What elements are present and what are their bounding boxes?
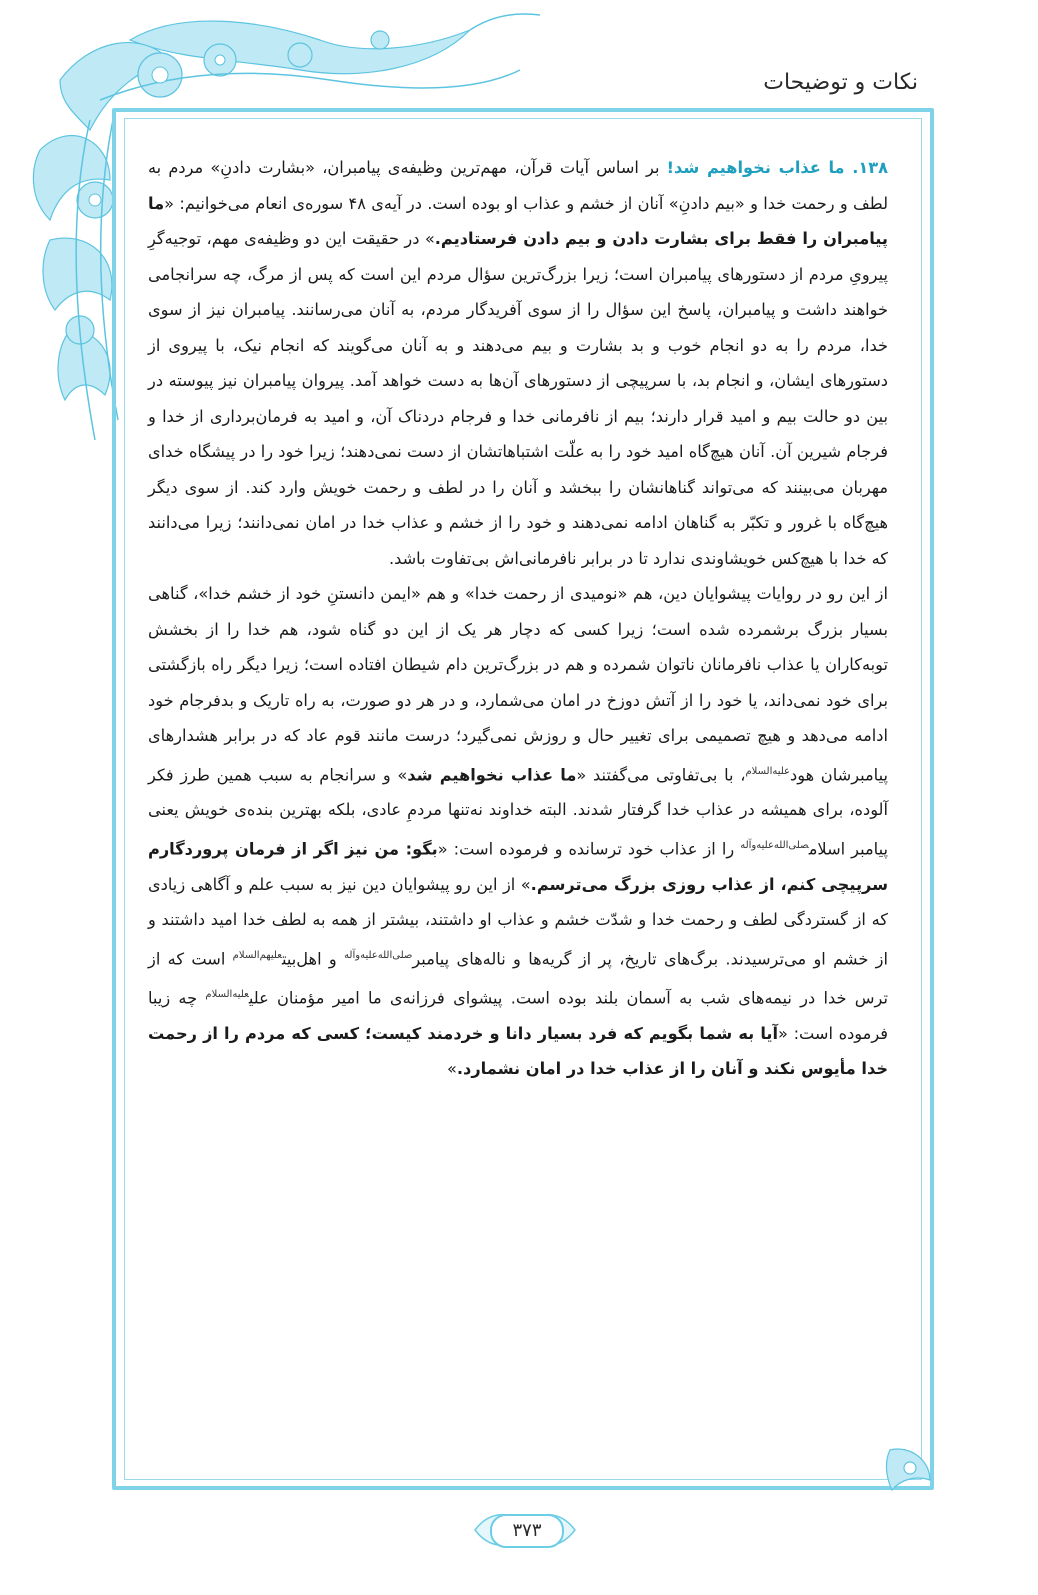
page-header-title: نکات و توضیحات — [763, 70, 918, 95]
quran-quote: ما پیامبران را فقط برای بشارت دادن و بیم دادن فرستادیم. — [148, 193, 888, 248]
honorific: علیهم‌السلام — [232, 949, 282, 961]
honorific: صلی‌الله‌علیه‌وآله — [740, 839, 809, 851]
quran-quote: بگو: من نیز اگر از فرمان پروردگارم سرپیچی کنم، از عذاب روزی بزرگ می‌ترسم. — [148, 839, 889, 894]
page-number-badge — [470, 1500, 580, 1560]
honorific: علیه‌السلام — [205, 988, 249, 1000]
honorific: علیه‌السلام — [745, 765, 791, 777]
section-body — [148, 150, 888, 1087]
quote: ما عذاب نخواهیم شد — [407, 764, 577, 784]
section-title: ۱۳۸. ما عذاب نخواهیم شد! — [666, 158, 888, 177]
paragraph-1: ۱۳۸. ما عذاب نخواهیم شد! بر اساس آیات قرآن، مهم‌ترین وظیفه‌ی پیامبران، «بشارت دادنِ» مردم به لطف و رحمت خدا و «بیم دادنِ» آنان از خشم و عذاب او بوده است. در آیه‌ی ۴۸ سوره‌ی انعام می‌خوانیم: «ما پیامبران را فقط برای بشارت دادن و بیم دادن فرستادیم.» در حقیقت این دو وظیفه‌ی مهم، توجیه‌گرِ پیرویِ مردم از دستورهای پیامبران است؛ زیرا بزرگ‌ترین سؤال مردم این است که پس از مرگ، چه سرانجامی خواهند داشت و پیامبران، پاسخ این سؤال را از سوی آفریدگار مردم، به آنان می‌رسانند. پیامبران نیز از سوی خدا، مردم را به دو انجام خوب و بد بشارت و بیم می‌دهند و به آنان می‌گویند که انجام نیک، با پیروی از دستورهای ایشان، و انجام بد، با سرپیچی از دستورهای آن‌ها به دست خواهد آمد. پیروان پیامبران نیز پیوسته در بین دو حالت بیم و امید قرار دارند؛ بیم از نافرمانی خدا و فرجام دردناک آن، و امید به فرمان‌برداری از خدا و فرجام شیرین آن. آنان هیچ‌گاه امید خود را به علّت اشتباهاتشان از دست نمی‌دهند؛ زیرا خود را در پیشگاه خدای مهربان می‌بینند که می‌تواند گناهانشان را ببخشد و آنان را در لطف و رحمت خویش وارد کند. از سوی دیگر هیچ‌گاه با غرور و تکبّر به گناهان ادامه نمی‌دهند و خود را از خشم و عذاب خدا در امان نمی‌دانند؛ زیرا می‌دانند که خدا با هیچ‌کس خویشاوندی ندارد تا در برابر نافرمانی‌اش بی‌تفاوت باشد. — [148, 158, 889, 568]
paragraph-2: از این رو در روایات پیشوایان دین، هم «نومیدی از رحمت خدا» و هم «ایمن دانستنِ خود از خشم خدا»، گناهی بسیار بزرگ برشمرده شده است؛ زیرا کسی که دچار هر یک از این دو گناه شود، هم خدا را از بخشش توبه‌کاران یا عذاب نافرمانان ناتوان شمرده و هم در بزرگ‌ترین دام شیطان افتاده است؛ زیرا دیگر راه بازگشتی برای خود نمی‌داند، یا خود را از آتش دوزخ در امان می‌شمارد، و در هر دو صورت، به راه تاریک و بدفرجام خود ادامه می‌دهد و هیچ تصمیمی برای تغییر حال و روزش نمی‌گیرد؛ درست مانند قوم عاد که در برابر هشدارهای پیامبرشان هود$^{علیه‌السلام}$، با بی‌تفاوتی می‌گفتند «ما عذاب نخواهیم شد» و سرانجام به سبب همین طرز فکر آلوده، برای همیشه در عذاب خدا گرفتار شدند. البته خداوند نه‌تنها مردمِ عادی، بلکه بهترین بنده‌ی خویش یعنی پیامبر اسلام$^{صلی‌الله‌علیه‌وآله}$ را از عذاب خود ترسانده و فرموده است: «بگو: من نیز اگر از فرمان پروردگارم سرپیچی کنم، از عذاب روزی بزرگ می‌ترسم.» از این رو پیشوایان دین نیز به سبب علم و آگاهی زیادی که از گستردگی لطف و رحمت خدا و شدّت خشم و عذاب او داشتند، بیشتر از همه به لطف خدا امید داشتند و از خشم او می‌ترسیدند. برگ‌های تاریخ، پر از گریه‌ها و ناله‌های پیامبر$^{صلی‌الله‌علیه‌وآله}$ و اهل‌بیت$^{علیهم‌السلام}$ است که از ترس خدا در نیمه‌های شب به آسمان بلند بوده است. پیشوای فرزانه‌ی ما امیر مؤمنان علی$^{علیه‌السلام}$ چه زیبا فرموده است: «آیا به شما بگویم که فرد بسیار دانا و خردمند کیست؛ کسی که مردم را از رحمت خدا مأیوس نکند و آنان را از عذاب خدا در امان نشمارد.» — [148, 584, 889, 1079]
honorific: صلی‌الله‌علیه‌وآله — [344, 949, 413, 961]
corner-ornament-icon — [880, 1440, 940, 1500]
page-number: ۳۷۳ — [490, 1514, 564, 1548]
hadith-quote: آیا به شما بگویم که فرد بسیار دانا و خردمند کیست؛ کسی که مردم را از رحمت خدا مأیوس نکند و آنان را از عذاب خدا در امان نشمارد. — [148, 1023, 888, 1079]
